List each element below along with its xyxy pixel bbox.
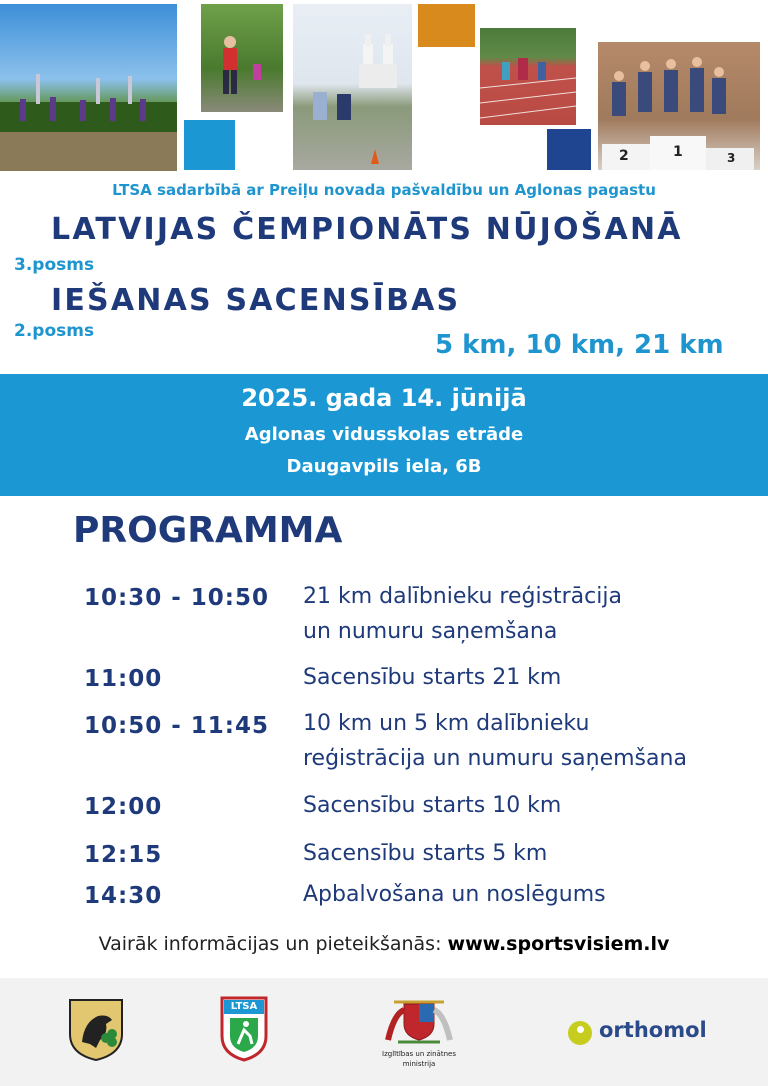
orthomol-logo-text: orthomol bbox=[599, 1018, 707, 1042]
event-address: Daugavpils iela, 6B bbox=[286, 456, 482, 477]
programme-description bbox=[303, 788, 561, 823]
title-championship: LATVIJAS ČEMPIONĀTS NŪJOŠANĀ bbox=[51, 212, 683, 247]
event-date: 2025. gada 14. jūnijā bbox=[241, 384, 527, 412]
programme-time: 10:30 - 10:50 bbox=[84, 585, 269, 611]
programme-time: 11:00 bbox=[84, 666, 163, 692]
programme-description-line: Sacensību starts 5 km bbox=[303, 841, 548, 866]
programme-description-line: Apbalvošana un noslēgums bbox=[303, 882, 606, 907]
programme-description-line: Sacensību starts 10 km bbox=[303, 793, 562, 818]
programme-description-line: Sacensību starts 21 km bbox=[303, 665, 562, 690]
decor-square-dark-blue bbox=[547, 129, 591, 170]
event-banner bbox=[0, 374, 768, 496]
programme-description-line: reģistrācija un numuru saņemšana bbox=[303, 746, 687, 771]
footer-logos bbox=[0, 978, 768, 1086]
decor-square-blue bbox=[184, 120, 235, 170]
info-url-link[interactable]: www.sportsvisiem.lv bbox=[447, 933, 670, 955]
info-line bbox=[0, 933, 768, 955]
latvia-coat-of-arms-logo bbox=[384, 994, 454, 1046]
decor-square-orange bbox=[418, 4, 475, 47]
podium-place-1: 1 bbox=[673, 144, 683, 160]
partners-line: LTSA sadarbībā ar Preiļu novada pašvaldību un Aglonas pagastu bbox=[112, 181, 656, 199]
stage-label-championship: 3.posms bbox=[14, 255, 95, 275]
photo-basilica-walkers bbox=[293, 4, 412, 170]
programme-description bbox=[303, 579, 622, 649]
distances: 5 km, 10 km, 21 km bbox=[435, 330, 724, 360]
photo-track-walkers bbox=[480, 28, 576, 125]
programme-time: 10:50 - 11:45 bbox=[84, 713, 269, 739]
title-walking-competition: IEŠANAS SACENSĪBAS bbox=[51, 283, 461, 318]
programme-description-line: un numuru saņemšana bbox=[303, 619, 558, 644]
programme-description-line: 10 km un 5 km dalībnieku bbox=[303, 711, 590, 736]
programme-description bbox=[303, 877, 606, 912]
photo-walker-red-shirt bbox=[201, 4, 283, 112]
programme-description bbox=[303, 660, 561, 695]
programme-description bbox=[303, 836, 547, 871]
ltsa-logo-text: LTSA bbox=[230, 1001, 258, 1012]
podium-place-3: 3 bbox=[727, 151, 736, 165]
ltsa-logo bbox=[220, 996, 268, 1062]
stage-label-walking: 2.posms bbox=[14, 321, 95, 341]
ministry-name-line-2: ministrija bbox=[402, 1060, 436, 1068]
programme-description bbox=[303, 706, 687, 776]
orthomol-circle-dot bbox=[577, 1026, 584, 1033]
photo-podium-winners bbox=[598, 42, 760, 170]
event-venue: Aglonas vidusskolas etrāde bbox=[244, 424, 524, 445]
info-label: Vairāk informācijas un pieteikšanās: bbox=[98, 933, 448, 955]
podium-place-2: 2 bbox=[619, 148, 629, 164]
aglona-coat-of-arms-logo bbox=[68, 998, 124, 1062]
programme-heading: PROGRAMMA bbox=[73, 510, 343, 551]
programme-time: 12:00 bbox=[84, 794, 163, 820]
programme-time: 12:15 bbox=[84, 842, 163, 868]
ministry-name-line-1: Izglītības un zinātnes bbox=[382, 1050, 456, 1058]
programme-description-line: 21 km dalībnieku reģistrācija bbox=[303, 584, 622, 609]
programme-time: 14:30 bbox=[84, 883, 163, 909]
orthomol-circle-icon bbox=[568, 1021, 592, 1045]
photo-nordic-walkers-field bbox=[0, 4, 177, 171]
